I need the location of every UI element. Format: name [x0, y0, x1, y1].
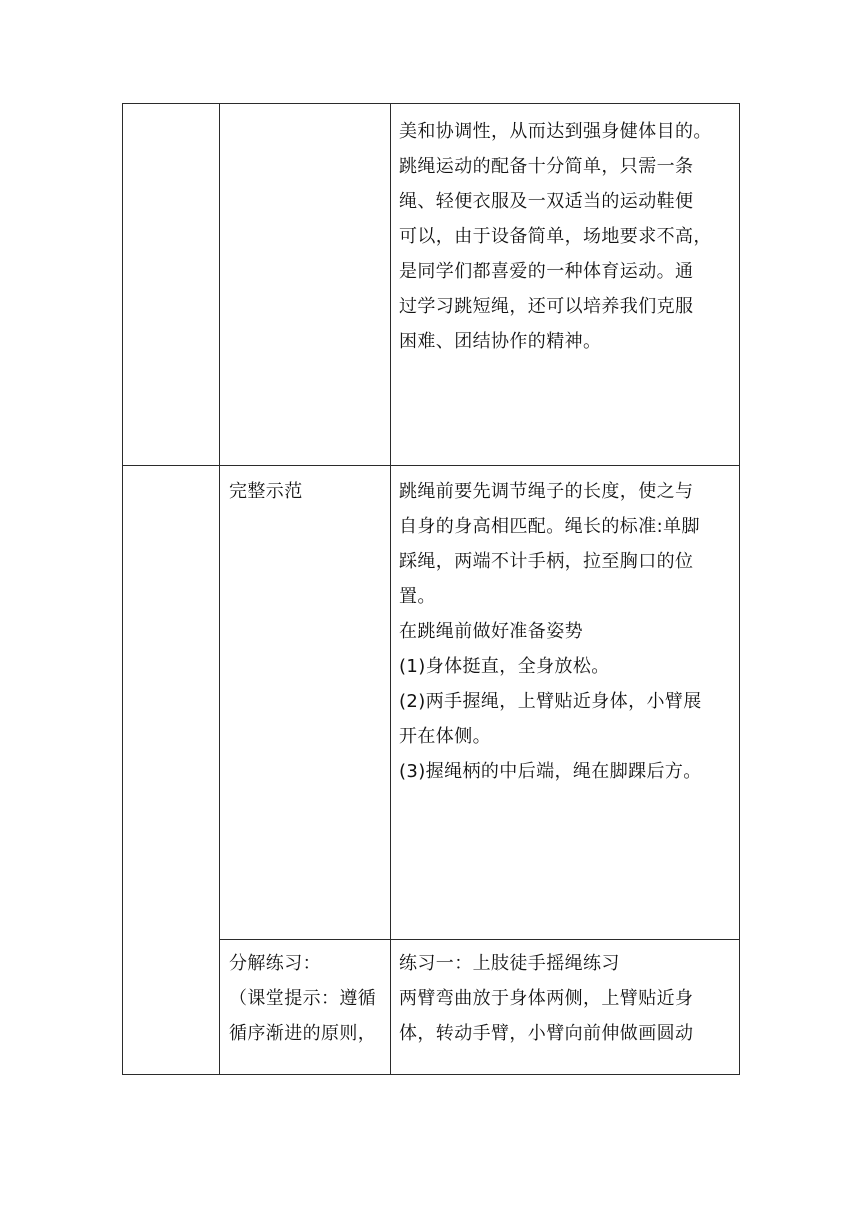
table-cell-empty — [220, 104, 391, 466]
text-line: 美和协调性，从而达到强身健体目的。 — [399, 121, 712, 142]
text-line: 绳、轻便衣服及一双适当的运动鞋便 — [399, 191, 694, 212]
text-line: 自身的身高相匹配。绳长的标准:单脚 — [399, 516, 700, 537]
content-text — [391, 104, 739, 359]
step-label — [220, 940, 390, 1051]
text-line: 两臂弯曲放于身体两侧，上臂贴近身 — [399, 988, 694, 1009]
table-row — [123, 466, 740, 940]
content-text — [391, 466, 739, 789]
step-label-text: 完整示范 — [229, 481, 303, 502]
content-cell — [391, 104, 740, 466]
text-line: 体，转动手臂，小臂向前伸做画圆动 — [399, 1023, 694, 1044]
text-line: 练习一：上肢徒手摇绳练习 — [399, 953, 620, 974]
text-line: 困难、团结协作的精神。 — [399, 331, 602, 352]
table-row — [123, 104, 740, 466]
content-cell — [391, 466, 740, 940]
text-line: (1)身体挺直，全身放松。 — [399, 656, 610, 677]
step-label-text: 循序渐进的原则， — [229, 1023, 377, 1044]
content-cell — [391, 940, 740, 1075]
text-line: 跳绳前要先调节绳子的长度，使之与 — [399, 481, 694, 502]
text-line: (2)两手握绳，上臂贴近身体，小臂展 — [399, 691, 702, 712]
text-line: 在跳绳前做好准备姿势 — [399, 621, 583, 642]
text-line: 是同学们都喜爱的一种体育运动。通 — [399, 261, 694, 282]
step-label-text: （课堂提示：遵循 — [229, 988, 377, 1009]
step-label-cell — [220, 466, 391, 940]
text-line: 踩绳，两端不计手柄，拉至胸口的位 — [399, 551, 694, 572]
content-text — [391, 940, 739, 1051]
text-line: 过学习跳短绳，还可以培养我们克服 — [399, 296, 694, 317]
table-cell-empty — [123, 466, 220, 1075]
step-label-cell — [220, 940, 391, 1075]
text-line: 置。 — [399, 586, 436, 607]
text-line: (3)握绳柄的中后端，绳在脚踝后方。 — [399, 761, 702, 782]
text-line: 可以，由于设备简单，场地要求不高， — [399, 226, 712, 247]
text-line: 跳绳运动的配备十分简单，只需一条 — [399, 156, 694, 177]
lesson-plan-table — [122, 103, 740, 1075]
step-label — [220, 466, 390, 509]
step-label-text: 分解练习： — [229, 953, 321, 974]
text-line: 开在体侧。 — [399, 726, 491, 747]
table-cell-empty — [123, 104, 220, 466]
